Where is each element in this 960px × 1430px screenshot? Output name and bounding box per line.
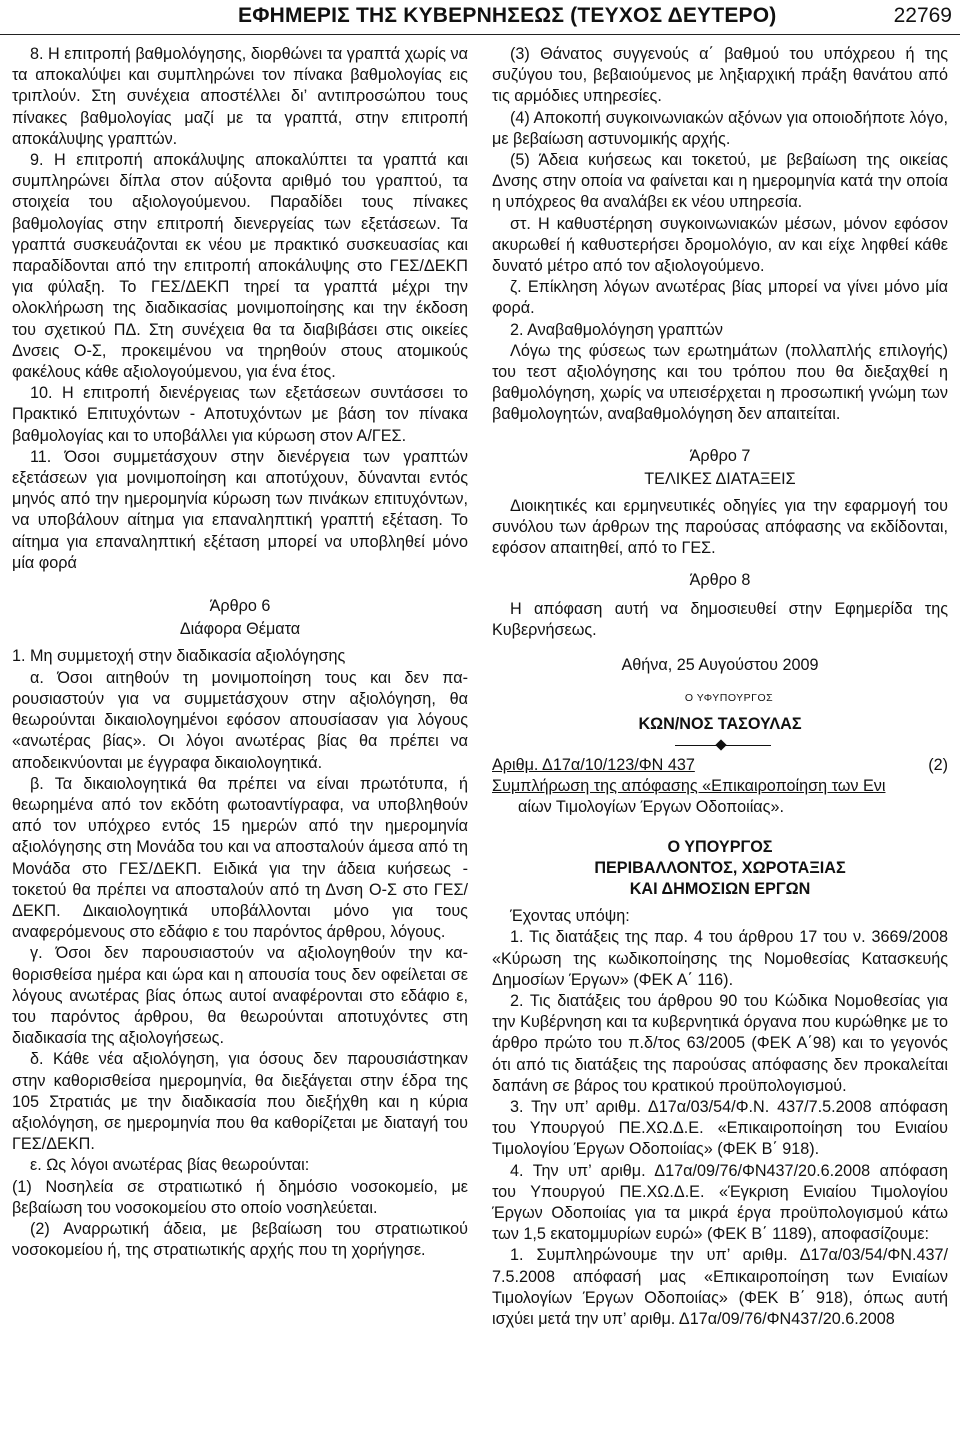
consideration-3: 3. Την υπ’ αριθμ. Δ17α/03/54/Φ.Ν. 437/7.5.2008 απόφαση του Υπουργού ΠΕ.ΧΩ.Δ.Ε. «Επικαιροποίηση του Ενιαίου Τιμολογίου Έργων Οδοποιίας» (ΦΕΚ Β΄ 918). [492, 1097, 948, 1159]
decision-title-line-1: Συμπλήρωση της απόφασης «Επικαιροποίηση των Ενι [492, 777, 886, 796]
article-6-subtitle: Διάφορα Θέματα [179, 620, 301, 639]
article-8-text: Η απόφαση αυτή να δημοσιευθεί στην Εφημερίδα της Κυβερνήσεως. [492, 599, 948, 640]
item-2-heading: 2. Αναβαθμολόγηση γραπτών [510, 320, 723, 339]
paragraph-11: 11. Όσοι συμμετάσχουν στην διενέργεια των γραπτών εξετάσεων για μονιμοποίηση και αποτύχουν, δύνανται εντός μηνός από την ημερομηνία κύρωση των πινάκων επιτυχόντων, να υποβάλουν αίτημα για επαναληπτική γραπτή εξέταση. Το αίτημα για επαναληπτική εξέταση μπορεί να υποβληθεί μόνο μία φορά [12, 447, 468, 572]
article-6-title: Άρθρο 6 [209, 597, 271, 616]
item-1st: στ. Η καθυστέρηση συγκοινωνιακών μέσων, μόνον εφόσον ακυρωθεί ή καθυστερήσει δρομολόγιο, αν και είχε ληφθεί κάθε δυνατό μέτρο από τον αξιολογούμενο. [492, 214, 948, 276]
item-1d: δ. Κάθε νέα αξιολόγηση, για όσους δεν παρουσιάστηκαν στην καθορισθείσα ημερομηνία, θα διεξάγεται στην έδρα της 105 Στρατιάς με την διαδικασία που διεξήχθη και η κύρια αξιολόγηση, σε ημερομηνία που θα καθορίζεται με διαταγή του ΓΕΣ/ΔΕΚΠ. [12, 1050, 468, 1154]
left-column [12, 44, 468, 1261]
page-number: 22769 [893, 4, 952, 27]
consideration-1: 1. Τις διατάξεις της παρ. 4 του άρθρου 17 του ν. 3669/2008 «Κύρωση της κωδικοποίησης της Νομοθεσίας Κατασκευής Δημοσίων Έργων» (ΦΕΚ Α΄ 116). [492, 928, 948, 989]
item-1b: β. Τα δικαιολογητικά θα πρέπει να είναι πρωτότυπα, ή θεωρημένα από τον εκδότη φωτοαντίγραφα, να υποβληθούν από τον υπόχρεο εντός 15 ημερών από την ημερομηνία αξιολόγησης στη Μονάδα του και να αποσταλούν άμεσα από τη Μονάδα στο ΓΕΣ/ΔΕΚΠ. Ειδικά για την άδεια κυήσεως - τοκετού θα πρέπει να αποσταλούν από τη Δνση Ο-Σ στο ΓΕΣ/ΔΕΚΠ. Δικαιολογητικά υποβάλλονται μόνο για τους αναφερόμενους στο εδάφιο ε του παρόντος άρθρου, λόγους. [12, 774, 468, 942]
decision-1: 1. Συμπληρώνουμε την υπ’ αριθμ. Δ17α/03/54/ΦΝ.437/ 7.5.2008 απόφασή μας «Επικαιροποίηση των Ενιαίων Τιμολογίων Έργων Οδοποιίας» (ΦΕΚ Β΄ 918), όπως αυτή ισχύει μετά την υπ’ αριθμ. Δ17α/09/76/ΦΝ437/20.6.2008 [492, 1246, 948, 1328]
ministry-line-1: Ο ΥΠΟΥΡΓΟΣ [667, 837, 773, 856]
page-header [0, 0, 960, 35]
item-1e-5: (5) Άδεια κυήσεως και τοκετού, με βεβαίωση της οικείας Δνσης στην οποία να φαίνεται και η ημερομηνία κατά την οποία η υπόχρεος θα αναλάβει εκ νέου υπηρεσία. [492, 151, 948, 212]
item-2-text: Λόγω της φύσεως των ερωτημάτων (πολλαπλής επιλογής) του τεστ αξιολόγησης και του τρόπου που θα διεξαχθεί η βαθμολόγηση, χωρίς να υπεισέρχεται η προσωπική γνώμη των βαθμολογητών, αναβαθμολόγηση δεν απαιτείται. [492, 341, 948, 424]
item-1c: γ. Όσοι δεν παρουσιαστούν να αξιολογηθούν την καθορισθείσα ημέρα και ώρα και η απουσία τους δεν οφείλεται σε λόγους ανωτέρας βίας όπως αυτοί αναφέρονται στο εδάφιο ε, του παρόντος άρθρου, θα θεωρούνται αποτυχόντες στη διαδικασία της αξιολογήσεως. [12, 944, 468, 1048]
article-7-text: Διοικητικές και ερμηνευτικές οδηγίες για την εφαρμογή του συνόλου των άρθρων της παρούσας απόφασης να εκδίδονται, εφόσον απαιτηθεί, από το ΓΕΣ. [492, 497, 948, 558]
right-column [492, 44, 948, 1330]
ministry-line-3: ΚΑΙ ΔΗΜΟΣΙΩΝ ΕΡΓΩΝ [629, 879, 811, 898]
minister-name: ΚΩΝ/ΝΟΣ ΤΑΣΟΥΛΑΣ [638, 714, 802, 733]
minister-label: Ο ΥΦΥΠΟΥΡΓΟΣ [684, 692, 774, 705]
article-7-title: Άρθρο 7 [689, 446, 751, 465]
item-1a: α. Όσοι αιτηθούν τη μονιμοποίηση τους και δεν παρουσιαστούν για να συμμετάσχουν στην αξιολόγηση, θα θεωρούνται δικαιολογημένοι εφόσον απουσίασαν για λόγους «ανωτέρας βίας». Οι λόγοι ανωτέρας βίας θα πρέπει να αποδεικνύονται με έγγραφα δικαιολογητικά. [12, 668, 468, 772]
consideration-4: 4. Την υπ’ αριθμ. Δ17α/09/76/ΦΝ437/20.6.2008 απόφαση του Υπουργού ΠΕ.ΧΩ.Δ.Ε. «Έγκριση Ενιαίου Τιμολογίου Έργων Οδοποιίας για τα μικρά έργα προϋπολογισμού κάτω των 1,5 εκατομμυρίων ευρώ» (ΦΕΚ Β΄ 1189), αποφασίζουμε: [492, 1161, 948, 1244]
item-1e-2: (2) Αναρρωτική άδεια, με βεβαίωση του στρατιωτικού νοσοκομείου ή, της στρατιωτικής αρχής που τη χορήγησε. [12, 1219, 468, 1260]
item-1e: ε. Ως λόγοι ανωτέρας βίας θεωρούνται: [30, 1156, 310, 1175]
item-1-heading: 1. Μη συμμετοχή στην διαδικασία αξιολόγησης [12, 647, 346, 666]
paragraph-8: 8. Η επιτροπή βαθμολόγησης, διορθώνει τα γραπτά χωρίς να τα αποκαλύψει και συμπληρώνει τον πίνακα βαθμολογίας εις τριπλούν. Στη συνέχεια αποστέλλει δι’ αντιπροσώπου τους πίνακες βαθμολογίας μαζί με τα γραπτά, στην επιτροπή αποκάλυψης γραπτών. [12, 45, 468, 148]
decision-count: (2) [928, 755, 948, 774]
paragraph-9: 9. Η επιτροπή αποκάλυψης αποκαλύπτει τα γραπτά και συμπληρώνει δίπλα στον αύξοντα αριθμό του γραπτού, τα στοιχεία του αξιολογούμενου. Παραδίδει τους πίνακες βαθμολογίας στην επιτροπή διενεργείας των εξετάσεων. Τα γραπτά συσκευάζονται εκ νέου με πρακτικό συσκευασίας και παραδίδονται από την επιτροπή αποκάλυψης στο ΓΕΣ/ΔΕΚΠ για φύλαξη. Το ΓΕΣ/ΔΕΚΠ τηρεί τα γραπτά μέχρι την ολοκλήρωση της διαδικασίας μονιμοποίησης και την έκδοση του σχετικού ΠΔ. Στη συνέχεια θα τα διαβιβάσει στις οικείες Δνσεις Ο-Σ, προκειμένου να τηρηθούν στους ατομικούς φακέλους κάθε αξιολογούμενου, για ένα έτος. [12, 151, 468, 382]
item-1e-4: (4) Αποκοπή συγκοινωνιακών αξόνων για οποιοδήποτε λόγο, με βεβαίωση αστυνομικής αρχής. [492, 108, 948, 148]
consideration-2: 2. Τις διατάξεις του άρθρου 90 του Κώδικα Νομοθεσίας για την Κυβέρνηση και τα κυβερνητικά όργανα που κυρώθηκε με το άρθρο πρώτο του π.δ/τος 63/2005 (ΦΕΚ Α΄98) και το γεγονός ότι από τις διατάξεις της παρούσας απόφασης δεν προκαλείται δαπάνη σε βάρος του κρατικού προϋπολογισμού. [492, 991, 948, 1095]
signing-date: Αθήνα, 25 Αυγούστου 2009 [621, 656, 819, 675]
ministry-line-2: ΠΕΡΙΒΑΛΛΟΝΤΟΣ, ΧΩΡΟΤΑΞΙΑΣ [594, 858, 846, 877]
decision-number: Αριθμ. Δ17α/10/123/ΦΝ 437 [492, 755, 695, 774]
paragraph-10: 10. Η επιτροπή διενέργειας των εξετάσεων συντάσσει το Πρακτικό Επιτυχόντων - Αποτυχόντων με βάση τον πίνακα βαθμολογίας και το υποβάλλει για κύρωση στον Α/ΓΕΣ. [12, 384, 468, 445]
having-in-view: Έχοντας υπόψη: [510, 907, 630, 926]
gazette-title: ΕΦΗΜΕΡΙΣ ΤΗΣ ΚΥΒΕΡΝΗΣΕΩΣ (ΤΕΥΧΟΣ ΔΕΥΤΕΡΟ) [238, 4, 777, 27]
section-divider [492, 735, 948, 755]
item-1z: ζ. Επίκληση λόγων ανωτέρας βίας μπορεί να γίνει μόνο μία φορά. [492, 278, 948, 318]
decision-title-line-2: αίων Τιμολογίων Έργων Οδοποιίας». [518, 798, 784, 817]
decision-reference [492, 755, 948, 776]
article-8-title: Άρθρο 8 [689, 570, 751, 589]
item-1e-1: (1) Νοσηλεία σε στρατιωτικό ή δημόσιο νοσοκομείο, με βεβαίωση του νοσοκομείου στο οποίο νοσηλεύεται. [12, 1177, 468, 1217]
item-1e-3: (3) Θάνατος συγγενούς α΄ βαθμού του υπόχρεου ή της συζύγου του, βεβαιούμενος με ληξιαρχική πράξη θανάτου από τις αρμόδιες υπηρεσίες. [492, 45, 948, 106]
article-7-subtitle: ΤΕΛΙΚΕΣ ΔΙΑΤΑΞΕΙΣ [644, 469, 796, 488]
